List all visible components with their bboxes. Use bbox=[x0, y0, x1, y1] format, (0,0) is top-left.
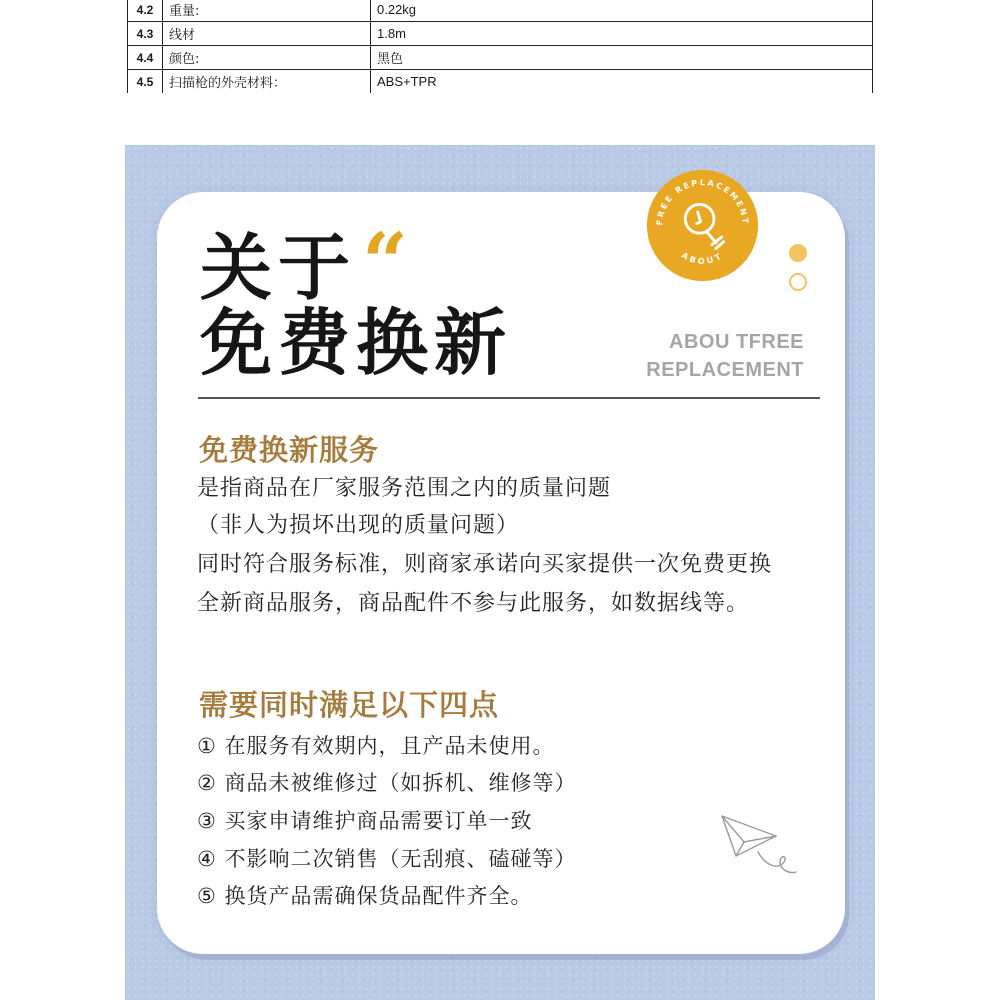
row-name: 扫描枪的外壳材料： bbox=[163, 70, 371, 94]
row-name: 线材 bbox=[163, 22, 371, 46]
condition-item: ① 在服务有效期内，且产品未使用。 bbox=[197, 734, 555, 758]
subtitle-en-line1: ABOU TFREE bbox=[669, 331, 804, 353]
condition-item: ② 商品未被维修过（如拆机、维修等） bbox=[197, 771, 577, 795]
section-heading-service: 免费换新服务 bbox=[199, 433, 380, 467]
section-heading-conditions: 需要同时满足以下四点 bbox=[199, 688, 500, 722]
table-row bbox=[128, 70, 873, 94]
divider bbox=[198, 397, 820, 399]
decorative-dot-ring bbox=[789, 273, 807, 291]
row-name: 颜色: bbox=[163, 46, 371, 70]
subtitle-en-line2: REPLACEMENT bbox=[646, 359, 804, 381]
badge-ring-text-top: FREE REPLACEMENT bbox=[654, 177, 751, 226]
table-row bbox=[128, 0, 873, 22]
condition-item: ⑤ 换货产品需确保货品配件齐全。 bbox=[197, 884, 533, 908]
paragraph-line: 同时符合服务标准，则商家承诺向买家提供一次免费更换 bbox=[197, 552, 773, 577]
paper-plane-icon bbox=[718, 812, 800, 878]
table-row bbox=[128, 22, 873, 46]
paragraph-line: （非人为损坏出现的质量问题） bbox=[197, 513, 520, 538]
condition-item: ④ 不影响二次销售（无刮痕、磕碰等） bbox=[197, 847, 577, 871]
row-number: 4.2 bbox=[128, 0, 163, 22]
row-value: 1.8m bbox=[371, 22, 873, 46]
row-number: 4.3 bbox=[128, 22, 163, 46]
table-row bbox=[128, 46, 873, 70]
paragraph-line: 全新商品服务，商品配件不参与此服务，如数据线等。 bbox=[197, 591, 750, 616]
row-number: 4.5 bbox=[128, 70, 163, 94]
condition-item: ③ 买家申请维护商品需要订单一致 bbox=[197, 809, 533, 833]
page-title-line1: 关于 bbox=[200, 226, 357, 310]
page-title-line2: 免费换新 bbox=[200, 301, 513, 385]
row-value: ABS+TPR bbox=[371, 70, 873, 94]
row-value: 0.22kg bbox=[371, 0, 873, 22]
lightbulb-badge-icon bbox=[645, 168, 760, 283]
badge-ring-text-bottom: ABOUT bbox=[679, 249, 726, 266]
row-number: 4.4 bbox=[128, 46, 163, 70]
decorative-dot-filled bbox=[789, 244, 807, 262]
row-name: 重量: bbox=[163, 0, 371, 22]
row-value: 黑色 bbox=[371, 46, 873, 70]
spec-table bbox=[127, 0, 873, 93]
paragraph-line: 是指商品在厂家服务范围之内的质量问题 bbox=[197, 476, 612, 501]
quote-mark-icon: “ bbox=[362, 215, 409, 309]
